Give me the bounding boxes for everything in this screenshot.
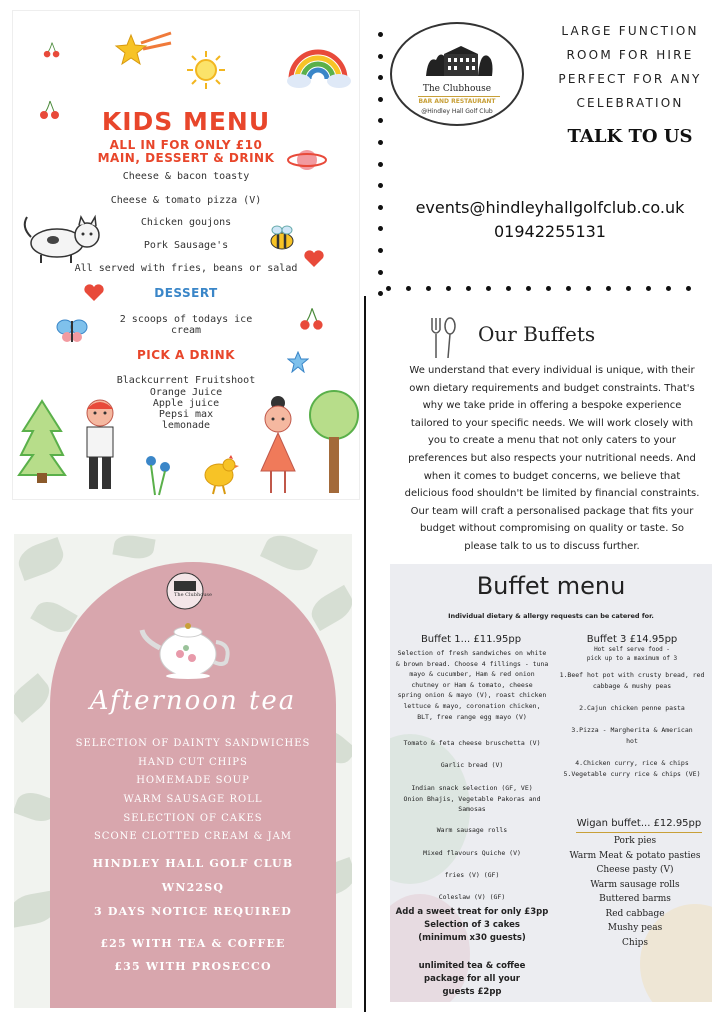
- divider-dot: [378, 291, 383, 296]
- tea-logo-text: The Clubhouse: [174, 592, 212, 598]
- tea-item: SELECTION OF DAINTY SANDWICHES: [75, 738, 311, 749]
- divider-dot: [506, 286, 511, 291]
- divider-dot: [378, 270, 383, 275]
- vertical-line-divider: [364, 296, 366, 1012]
- dessert-heading: DESSERT: [154, 286, 218, 300]
- divider-dot: [378, 140, 383, 145]
- tea-coffee-offer: unlimited tea & coffee package for all your guests £2pp: [418, 961, 526, 997]
- divider-dot: [378, 75, 383, 80]
- divider-dot: [386, 286, 391, 291]
- kids-main-item: Cheese & tomato pizza (V): [110, 195, 262, 206]
- flower-icon: [141, 451, 173, 497]
- kids-served-with: All served with fries, beans or salad: [74, 263, 298, 274]
- afternoon-tea-title: Afternoon tea: [89, 686, 297, 716]
- tea-item: SELECTION OF CAKES: [123, 813, 263, 824]
- dessert-item: cream: [170, 325, 202, 336]
- tea-price: £35 WITH PROSECCO: [114, 960, 272, 973]
- divider-dot: [378, 248, 383, 253]
- buffet-3-item: 1.Beef hot pot with crusty bread, red cabbage & mushy peas: [559, 671, 705, 690]
- function-line: PERFECT FOR ANY: [558, 72, 702, 86]
- buffet-1-item: fries (V) (GF): [444, 871, 500, 879]
- wigan-buffet-items: Pork pies Warm Meat & potato pasties Cheese pasty (V) Warm sausage rolls Buttered barms Red cabbage Mushy peas Chips: [569, 836, 701, 948]
- buffet-1-item: Garlic bread (V): [440, 761, 504, 769]
- divider-dot: [378, 32, 383, 37]
- divider-dot: [646, 286, 651, 291]
- logo-rule: [418, 96, 500, 97]
- function-line: ROOM FOR HIRE: [566, 48, 694, 62]
- drink-item: Orange Juice: [149, 387, 223, 398]
- divider-dot: [426, 286, 431, 291]
- chicken-icon: [199, 453, 239, 495]
- dietary-note: Individual dietary & allergy requests can be catered for.: [448, 612, 654, 620]
- cat-icon: [19, 207, 105, 267]
- fork-spoon-icon: [424, 316, 460, 360]
- kids-menu-title: KIDS MENU: [101, 107, 271, 136]
- sweet-treat-offer: Add a sweet treat for only £3pp Selection of 3 cakes (minimum x30 guests): [395, 907, 549, 943]
- divider-dot: [526, 286, 531, 291]
- divider-dot: [486, 286, 491, 291]
- teapot-icon: [138, 614, 238, 680]
- buffet-3-title: Buffet 3 £14.95pp: [586, 634, 678, 645]
- tea-postcode: WN22SQ: [161, 881, 225, 894]
- tea-item: HAND CUT CHIPS: [138, 757, 248, 768]
- logo-location: @Hindley Hall Golf Club: [421, 108, 493, 115]
- buffet-1-item: Indian snack selection (GF, VE) Onion Bhajis, Vegetable Pakoras and Samosas: [403, 784, 541, 814]
- drink-item: Apple juice: [152, 398, 220, 409]
- cherries-icon: [43, 41, 61, 59]
- buffet-3-item: 4.Chicken curry, rice & chips 5.Vegetable curry rice & chips (VE): [563, 759, 701, 778]
- wigan-buffet-title: Wigan buffet... £12.95pp: [576, 818, 702, 829]
- buffet-3-item: 3.Pizza - Margherita & American hot: [571, 726, 693, 745]
- kids-main-item: Pork Sausage's: [143, 240, 229, 251]
- divider-dot: [606, 286, 611, 291]
- talk-to-us-heading: TALK TO US: [567, 126, 693, 147]
- divider-dot: [378, 205, 383, 210]
- buffet-1-item: Warm sausage rolls: [436, 826, 508, 834]
- buffet-1-title: Buffet 1... £11.95pp: [420, 634, 522, 645]
- divider-dot: [626, 286, 631, 291]
- buffet-3-item: 2.Cajun chicken penne pasta: [579, 704, 685, 712]
- tea-item: HOMEMADE SOUP: [136, 775, 250, 786]
- divider-dot: [546, 286, 551, 291]
- drink-item: Pepsi max: [158, 409, 214, 420]
- tea-venue: HINDLEY HALL GOLF CLUB: [92, 857, 294, 870]
- divider-dot: [378, 54, 383, 59]
- wigan-rule: [576, 832, 702, 833]
- contact-phone[interactable]: 01942255131: [494, 222, 606, 241]
- logo-subtitle: BAR AND RESTAURANT: [418, 98, 496, 105]
- our-buffets-title: Our Buffets: [478, 322, 596, 346]
- tea-item: WARM SAUSAGE ROLL: [123, 794, 263, 805]
- divider-dot: [446, 286, 451, 291]
- divider-dot: [378, 226, 383, 231]
- buffet-3-subtitle: Hot self serve food - pick up to a maximum of 3: [586, 646, 678, 662]
- dessert-item: 2 scoops of todays ice: [119, 314, 253, 325]
- tea-item: SCONE CLOTTED CREAM & JAM: [93, 831, 293, 842]
- buffet-1-intro: Selection of fresh sandwiches on white & brown bread. Choose 4 fillings - tuna mayo & cucumber, Ham & red onion chutney or Ham & tomato, cheese spring onion & mayo (V), roast chicken lettuce & mayo, coronation chicken, BLT, free range egg mayo (V): [395, 649, 549, 721]
- tea-notice: 3 DAYS NOTICE REQUIRED: [94, 905, 292, 918]
- buffet-menu-panel: [390, 564, 712, 1002]
- divider-dot: [666, 286, 671, 291]
- buffet-1-item: Tomato & feta cheese bruschetta (V): [403, 739, 541, 747]
- divider-dot: [378, 183, 383, 188]
- drink-item: Blackcurrent Fruitshoot: [116, 375, 256, 386]
- divider-dot: [566, 286, 571, 291]
- divider-dot: [378, 118, 383, 123]
- kids-main-item: Cheese & bacon toasty: [122, 171, 250, 182]
- function-line: CELEBRATION: [576, 96, 684, 110]
- function-line: LARGE FUNCTION: [561, 24, 699, 38]
- divider-dot: [378, 162, 383, 167]
- logo-name: The Clubhouse: [422, 84, 492, 94]
- divider-dot: [406, 286, 411, 291]
- afternoon-tea-panel: [14, 534, 352, 1008]
- tea-price: £25 WITH TEA & COFFEE: [100, 937, 286, 950]
- divider-dot: [466, 286, 471, 291]
- clubhouse-logo-icon: [162, 572, 208, 610]
- contact-email[interactable]: events@hindleyhallgolfclub.co.uk: [415, 198, 685, 217]
- divider-dot: [378, 97, 383, 102]
- rainbow-icon: [285, 29, 351, 89]
- kids-menu-subtitle: ALL IN FOR ONLY £10 MAIN, DESSERT & DRINK: [97, 138, 275, 165]
- divider-dot: [586, 286, 591, 291]
- buffet-menu-title: Buffet menu: [476, 572, 626, 600]
- drink-heading: PICK A DRINK: [136, 348, 235, 362]
- buffet-1-item: Coleslaw (V) (GF): [438, 893, 506, 901]
- our-buffets-text: We understand that every individual is unique, with their own dietary requirements and budget constraints. That's why we take pride in offering a bespoke experience tailored to your specific needs. We will work closely with you to create a menu that not only caters to your preferences but also respects your nutritional needs. And when it comes to budget concerns, we believe that delicious food shouldn't be limited by financial constraints. Our team will craft a personalised package that fits your budget without compromising on quality or taste. So please talk to us to discuss further.: [404, 365, 700, 552]
- buffet-1-item: Mixed flavours Quiche (V): [423, 849, 521, 857]
- kids-menu-panel: [12, 10, 360, 500]
- divider-dot: [686, 286, 691, 291]
- sun-icon: [185, 49, 227, 91]
- kids-main-item: Chicken goujons: [140, 217, 232, 228]
- building-icon: [422, 42, 496, 82]
- clubhouse-logo: [390, 22, 524, 126]
- shooting-star-icon: [111, 29, 175, 69]
- drink-item: lemonade: [161, 420, 211, 431]
